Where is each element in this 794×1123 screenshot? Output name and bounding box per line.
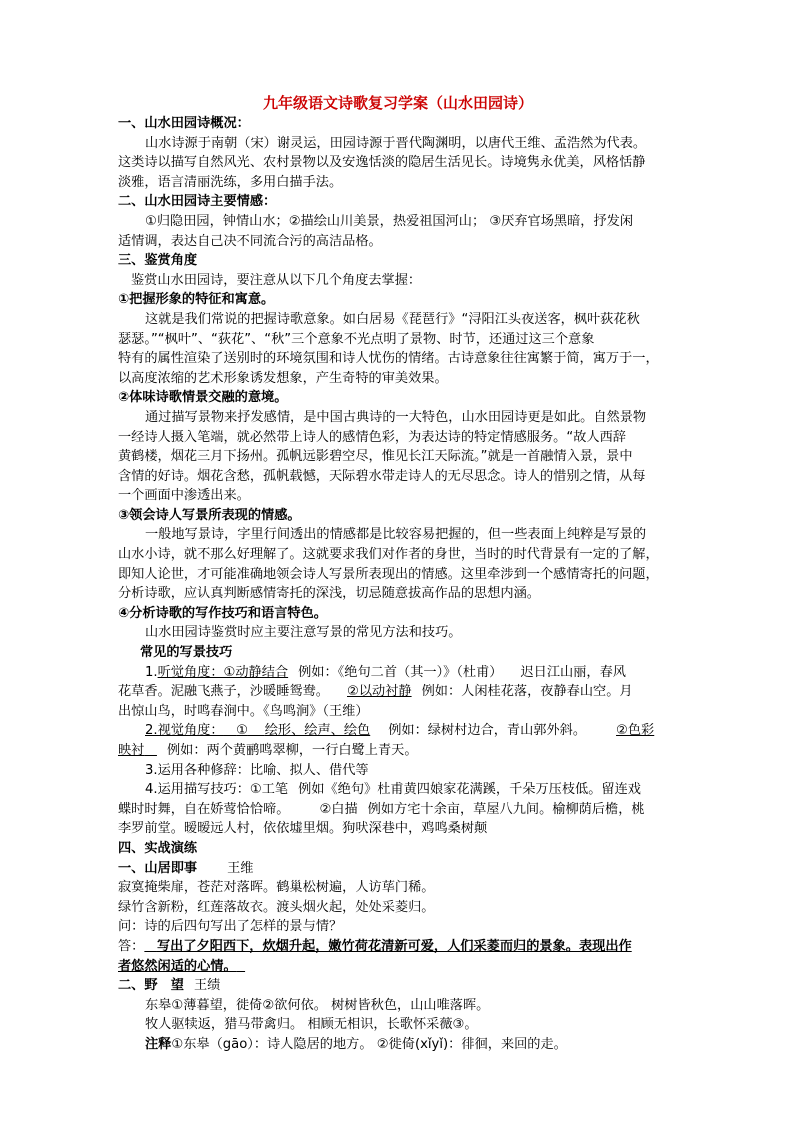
point-3-line-2: 山水小诗，就不那么好理解了。这就要求我们对作者的身世，当时的时代背景有一定的了解， [118, 547, 659, 563]
point-1-heading: ①把握形象的特征和寓意。 [118, 292, 275, 308]
technique-2-label-2b: 映衬 [118, 743, 145, 758]
poem-1-question: 问：诗的后四句写出了怎样的景与情？ [118, 919, 343, 935]
poem-2-title-line [118, 976, 678, 996]
section-2-line-2: 适情调，表达自己决不同流合污的高洁品格。 [118, 233, 382, 249]
poem-2-title: 二、野 望 [118, 978, 184, 994]
notes-label: 注释 [145, 1036, 172, 1052]
technique-1-line-2 [118, 682, 678, 702]
point-1-line-1: 这就是我们常说的把握诗歌意象。如白居易《琵琶行》“浔阳江头夜送客，枫叶荻花秋 [145, 311, 640, 327]
poem-1-line-1: 寂寞掩柴扉，苍茫对落晖。鹤巢松树遍，人访荜门稀。 [118, 880, 435, 896]
poem-1-title: 一、山居即事 [118, 860, 198, 876]
technique-2-num: ① [236, 723, 248, 739]
section-1-line-2: 这类诗以描写自然风光、农村景物以及安逸恬淡的隐居生活见长。诗境隽永优美，风格恬静 [118, 155, 646, 171]
technique-1-line-3: 出惊山鸟，时鸣春涧中。《鸟鸣涧》（王维） [118, 703, 369, 719]
technique-1-lead: 1. [145, 664, 158, 680]
document-title: 九年级语文诗歌复习学案（山水田园诗） [262, 94, 533, 112]
section-3-intro: 鉴赏山水田园诗，要注意从以下几个角度去掌握： [131, 272, 422, 288]
technique-1-example: 例如：《绝句二首（其一）》（杜甫） [298, 664, 503, 680]
technique-2-line-1 [118, 721, 678, 741]
poem-2-line-2: 牧人驱犊返，猎马带禽归。 相顾无相识，长歌怀采薇③。 [145, 1017, 478, 1033]
point-1-line-3: 特有的属性渲染了送别时的环境氛围和诗人忧伤的情绪。古诗意象往往寓繁于简，寓万于一， [118, 351, 659, 367]
technique-4-line-2 [118, 800, 678, 820]
point-4-heading: ④分析诗歌的写作技巧和语言特色。 [118, 605, 327, 621]
section-4-heading: 四、实战演练 [118, 840, 198, 856]
point-2-line-5: 一个画面中渗透出来。 [118, 488, 250, 504]
point-3-line-3: 即知人论世，才可能准确地领会诗人写景所表现出的情感。这里牵涉到一个感情寄托的问题， [118, 566, 659, 582]
technique-2-label-2: ②色彩 [616, 723, 655, 739]
technique-2-line-2 [118, 741, 678, 761]
document-page [118, 92, 678, 1055]
poem-1-answer-line-2 [118, 957, 678, 977]
technique-4-line-3: 李罗前堂。暧暧远人村，依依墟里烟。狗吠深巷中，鸡鸣桑树颠 [118, 821, 488, 837]
point-2-line-4: 含情的好诗。烟花含愁，孤帆载憾，天际碧水带走诗人的无尽思念。诗人的惜别之情，从每 [118, 468, 646, 484]
technique-4-label: 4.运用描写技巧：①工笔 [145, 782, 289, 798]
point-2-line-3: 黄鹤楼，烟花三月下扬州。孤帆远影碧空尽，惟见长江天际流。”就是一首融情入景，景中 [118, 449, 633, 465]
poem-1-author: 王维 [227, 860, 254, 876]
point-3-line-1: 一般地写景诗，字里行间透出的情感都是比较容易把握的，但一些表面上纯粹是写景的 [145, 527, 647, 543]
poem-2-notes [118, 1035, 678, 1055]
technique-1-line-1 [118, 663, 678, 683]
technique-1-poem-b: 花草香。泥融飞燕子，沙暖睡鸳鸯。 [118, 684, 329, 700]
technique-1-label: 听觉角度：①动静结合 [157, 664, 289, 680]
techniques-heading: 常见的写景技巧 [140, 645, 233, 661]
point-4-intro: 山水田园诗鉴赏时应主要注意写景的常见方法和技巧。 [145, 625, 462, 641]
section-2-line-1: ①归隐田园，钟情山水；②描绘山川美景，热爱祖国河山； ③厌弃官场黑暗，抒发闲 [145, 213, 634, 229]
technique-2-label: 2.视觉角度： [145, 723, 224, 739]
notes-text: ①东皋（gāo）：诗人隐居的地方。 ②徙倚(xǐyǐ)：徘徊，来回的走。 [171, 1036, 567, 1052]
point-2-line-2: 一经诗人摄入笔端，就必然带上诗人的感情色彩，为表达诗的特定情感服务。“故人西辞 [118, 429, 626, 445]
point-1-line-4: 以高度浓缩的艺术形象诱发想象，产生奇特的审美效果。 [118, 370, 448, 386]
section-2-heading: 二、山水田园诗主要情感： [118, 194, 277, 210]
technique-3-line: 3.运用各种修辞：比喻、拟人、借代等 [145, 762, 369, 778]
technique-1-label-2: ②以动衬静 [347, 684, 412, 700]
technique-2-sub: 绘形、绘声、绘色 [264, 723, 371, 739]
technique-4-example: 例如《绝句》杜甫黄四娘家花满蹊，千朵万压枝低。留连戏 [298, 782, 641, 798]
answer-text-2: 者悠然闲适的心情。 [118, 958, 237, 974]
poem-1-line-2: 绿竹含新粉，红莲落故衣。渡头烟火起，处处采菱归。 [118, 899, 435, 915]
technique-4-label-2: ②白描 [319, 801, 358, 817]
technique-1-example-2: 例如：人闲桂花落，夜静春山空。月 [421, 684, 633, 700]
point-3-line-4: 分析诗歌，应认真判断感情寄托的深浅，切忌随意拔高作品的思想内涵。 [118, 586, 540, 602]
point-1-line-2: 瑟瑟。”“枫叶”、“荻花”、“秋”三个意象不光点明了景物、时节，还通过这三个意象 [118, 331, 595, 347]
poem-1-answer-line-1 [118, 937, 678, 957]
poem-2-line-1: 东皋①薄暮望，徙倚②欲何依。 树树皆秋色，山山唯落晖。 [145, 997, 490, 1013]
point-2-line-1: 通过描写景物来抒发感情，是中国古典诗的一大特色，山水田园诗更是如此。自然景物 [145, 409, 647, 425]
answer-text-1: 写出了夕阳西下，炊烟升起，嫩竹荷花清新可爱，人们采菱而归的景象。表现出作 [156, 938, 632, 954]
technique-2-example-2: 例如：两个黄鹂鸣翠柳，一行白鹭上青天。 [166, 743, 418, 758]
technique-1-poem-a: 迟日江山丽，春风 [520, 664, 626, 680]
section-1-line-1: 山水诗源于南朝（宋）谢灵运，田园诗源于晋代陶渊明，以唐代王维、孟浩然为代表。 [145, 135, 647, 151]
section-1-heading: 一、山水田园诗概况： [118, 116, 250, 131]
section-3-heading: 三、鉴赏角度 [118, 253, 198, 269]
technique-4-example-2: 例如方宅十余亩，草屋八九间。榆柳荫后檐，桃 [367, 801, 645, 817]
technique-4-line-1 [118, 780, 678, 800]
poem-1-title-line [118, 859, 678, 879]
point-2-heading: ②体味诗歌情景交融的意境。 [118, 390, 288, 406]
technique-2-example: 例如：绿树村边合，青山郭外斜。 [388, 723, 587, 739]
answer-label: 答： [118, 938, 145, 954]
poem-2-author: 王绩 [193, 978, 221, 994]
section-1-line-3: 淡雅，语言清丽洗练，多用白描手法。 [118, 174, 343, 190]
point-3-heading: ③领会诗人写景所表现的情感。 [118, 507, 301, 523]
technique-4-poem: 蝶时时舞，自在娇莺恰恰啼。 [118, 801, 290, 817]
